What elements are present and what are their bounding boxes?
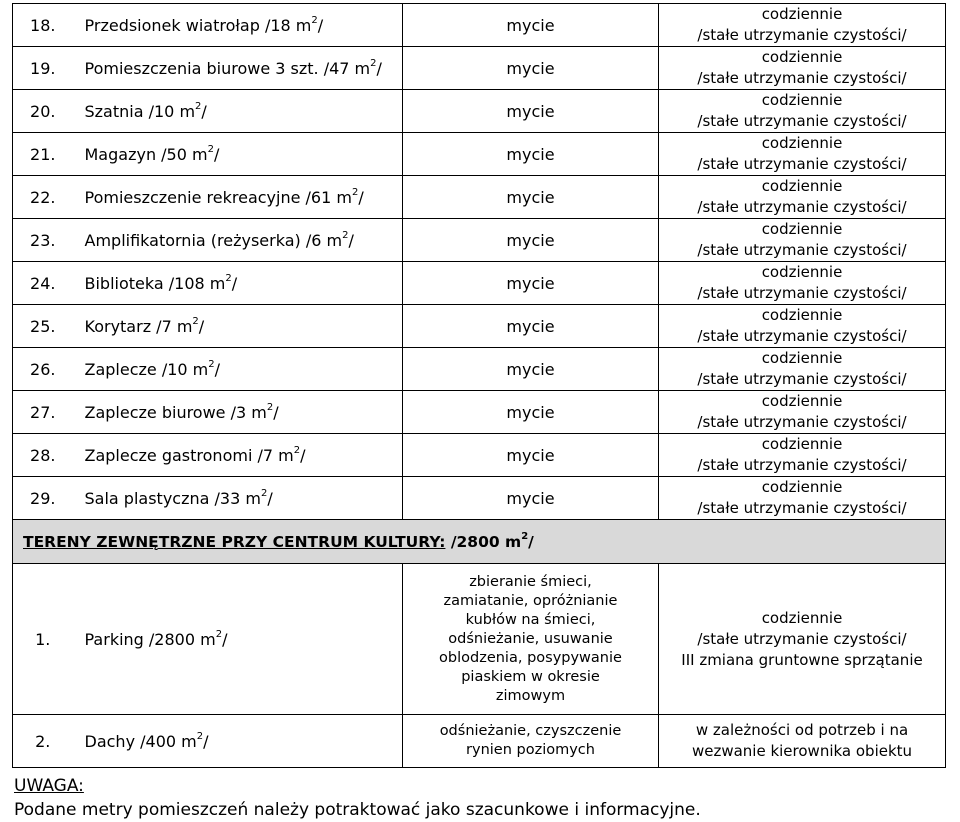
room-name-text: Zaplecze /10 m [84,359,209,379]
section-area: /2800 m [445,532,522,551]
frequency-line: codziennie [761,392,843,410]
table-row [13,477,946,520]
room-name-tail: / [358,187,364,207]
table-row [13,564,946,715]
frequency-line: codziennie [761,306,843,324]
row-number: 26. [13,348,73,391]
room-activity: mycie [403,434,659,477]
table-row [13,133,946,176]
table-row [13,176,946,219]
frequency-line: codziennie [761,220,843,238]
frequency-line: codziennie [761,349,843,367]
room-frequency [659,262,946,305]
room-name-tail: / [231,273,238,293]
table-row [13,219,946,262]
frequency-line: /stałe utrzymanie czystości/ [697,284,907,302]
room-activity: mycie [403,348,659,391]
room-frequency [659,4,946,47]
room-activity: mycie [403,262,659,305]
room-name-sup: 2 [311,15,318,27]
activity-line: odśnieżanie, czyszczenie [439,723,622,739]
room-frequency [659,90,946,133]
frequency-line: wezwanie kierownika obiektu [691,742,913,760]
room-name-tail: / [348,230,354,250]
room-name-sup: 2 [225,273,232,285]
row-number: 19. [13,47,73,90]
room-frequency [659,219,946,262]
area-name-text: Parking /2800 m [84,629,216,649]
frequency-line: codziennie [761,263,843,281]
activity-line: odśnieżanie, usuwanie [448,630,613,647]
frequency-line: codziennie [761,478,843,496]
room-name [73,477,403,520]
frequency-line: /stałe utrzymanie czystości/ [697,629,907,648]
frequency-line: codziennie [761,177,843,195]
room-name-sup: 2 [370,58,377,70]
frequency-line: /stałe utrzymanie czystości/ [697,112,907,130]
row-number: 18. [13,4,73,47]
room-name-text: Biblioteka /108 m [84,273,226,293]
room-name-tail: / [376,58,382,78]
activity-line: piaskiem w okresie [461,668,600,685]
section-header [13,520,946,564]
room-name-sup: 2 [342,230,349,242]
room-name-text: Pomieszczenia biurowe 3 szt. /47 m [84,58,371,78]
frequency-line: /stałe utrzymanie czystości/ [697,327,907,345]
frequency-line: /stałe utrzymanie czystości/ [697,413,907,431]
row-number: 29. [13,477,73,520]
room-frequency [659,391,946,434]
room-name [73,434,403,477]
section-area-sup: 2 [521,531,529,543]
room-name-text: Szatnia /10 m [84,101,196,121]
row-number: 2. [13,715,73,768]
room-name-tail: / [317,15,324,35]
room-name [73,262,403,305]
room-name [73,133,403,176]
room-name-sup: 2 [195,101,202,113]
area-name-tail: / [222,629,228,649]
row-number: 21. [13,133,73,176]
frequency-line: codziennie [761,435,843,453]
room-rows [13,4,946,520]
frequency-line: codziennie [761,608,843,627]
room-name-text: Korytarz /7 m [84,316,193,336]
activity-line: zimowym [495,687,566,704]
row-number: 25. [13,305,73,348]
room-activity: mycie [403,391,659,434]
row-number: 1. [13,564,73,715]
frequency-line: /stałe utrzymanie czystości/ [697,69,907,87]
room-name [73,47,403,90]
room-activity: mycie [403,305,659,348]
room-frequency [659,348,946,391]
room-name-tail: / [267,488,273,508]
cleaning-schedule-table [12,3,946,768]
area-name-sup: 2 [215,629,223,641]
room-name [73,90,403,133]
room-activity: mycie [403,4,659,47]
activity-line: oblodzenia, posypywanie [439,649,622,666]
room-activity: mycie [403,47,659,90]
room-name-sup: 2 [208,359,215,371]
room-name-text: Zaplecze biurowe /3 m [84,402,267,422]
area-frequency [659,715,946,768]
area-name-text: Dachy /400 m [84,731,197,751]
room-name [73,391,403,434]
room-name-sup: 2 [266,402,274,414]
area-name-sup: 2 [196,731,204,743]
row-number: 28. [13,434,73,477]
frequency-line: /stałe utrzymanie czystości/ [697,198,907,216]
row-number: 27. [13,391,73,434]
room-frequency [659,47,946,90]
row-number: 20. [13,90,73,133]
area-activity [403,715,659,768]
table-row [13,4,946,47]
frequency-line: III zmiana gruntowne sprzątanie [681,650,923,669]
row-number: 24. [13,262,73,305]
room-name [73,305,403,348]
frequency-line: /stałe utrzymanie czystości/ [697,370,907,388]
table-row [13,262,946,305]
activity-line: zamiatanie, opróżnianie [443,592,618,609]
room-name-sup: 2 [293,445,301,457]
activity-line: kubłów na śmieci, [465,611,596,628]
room-name-sup: 2 [207,144,214,156]
room-name-text: Magazyn /50 m [84,144,208,164]
room-name-sup: 2 [260,488,268,500]
frequency-line: codziennie [761,134,843,152]
room-name [73,348,403,391]
room-name-sup: 2 [192,316,199,328]
frequency-line: /stałe utrzymanie czystości/ [697,241,907,259]
note-heading-text: UWAGA: [14,776,84,796]
note-text: Podane metry pomieszczeń należy potraktować jako szacunkowe i informacyjne. [14,800,701,820]
frequency-line: /stałe utrzymanie czystości/ [697,456,907,474]
table-row [13,47,946,90]
table-row [13,305,946,348]
room-name-text: Amplifikatornia (reżyserka) /6 m [84,230,343,250]
room-activity: mycie [403,219,659,262]
room-name-text: Pomieszczenie rekreacyjne /61 m [84,187,352,207]
external-rows [13,564,946,768]
activity-line: rynien poziomych [466,742,595,758]
room-name [73,219,403,262]
section-area-tail: / [528,532,534,551]
room-activity: mycie [403,477,659,520]
room-frequency [659,133,946,176]
room-frequency [659,305,946,348]
table-row [13,434,946,477]
table-row [13,715,946,768]
room-name-tail: / [273,402,279,422]
room-name [73,176,403,219]
section-title: TERENY ZEWNĘTRZNE PRZY CENTRUM KULTURY: [23,532,446,551]
frequency-line: /stałe utrzymanie czystości/ [697,155,907,173]
row-number: 23. [13,219,73,262]
frequency-line: codziennie [761,5,843,23]
room-frequency [659,434,946,477]
room-activity: mycie [403,176,659,219]
table-row [13,391,946,434]
room-frequency [659,477,946,520]
note-heading [14,776,84,796]
room-activity: mycie [403,133,659,176]
frequency-line: /stałe utrzymanie czystości/ [697,499,907,517]
table-row [13,90,946,133]
area-name [73,564,403,715]
room-name [73,4,403,47]
room-name-tail: / [214,359,221,379]
frequency-line: w zależności od potrzeb i na [695,721,909,739]
section-header-row [13,520,946,564]
room-activity: mycie [403,90,659,133]
room-name-text: Zaplecze gastronomi /7 m [84,445,294,465]
table-row [13,348,946,391]
room-name-tail: / [198,316,205,336]
area-name-tail: / [203,731,209,751]
room-frequency [659,176,946,219]
area-activity [403,564,659,715]
room-name-tail: / [201,101,207,121]
frequency-line: codziennie [761,48,843,66]
activity-line: zbieranie śmieci, [469,573,592,590]
room-name-text: Przedsionek wiatrołap /18 m [84,15,312,35]
frequency-line: codziennie [761,91,843,109]
room-name-tail: / [300,445,306,465]
room-name-sup: 2 [351,187,359,199]
room-name-tail: / [213,144,220,164]
area-name [73,715,403,768]
row-number: 22. [13,176,73,219]
frequency-line: /stałe utrzymanie czystości/ [697,26,907,44]
room-name-text: Sala plastyczna /33 m [84,488,261,508]
area-frequency [659,564,946,715]
